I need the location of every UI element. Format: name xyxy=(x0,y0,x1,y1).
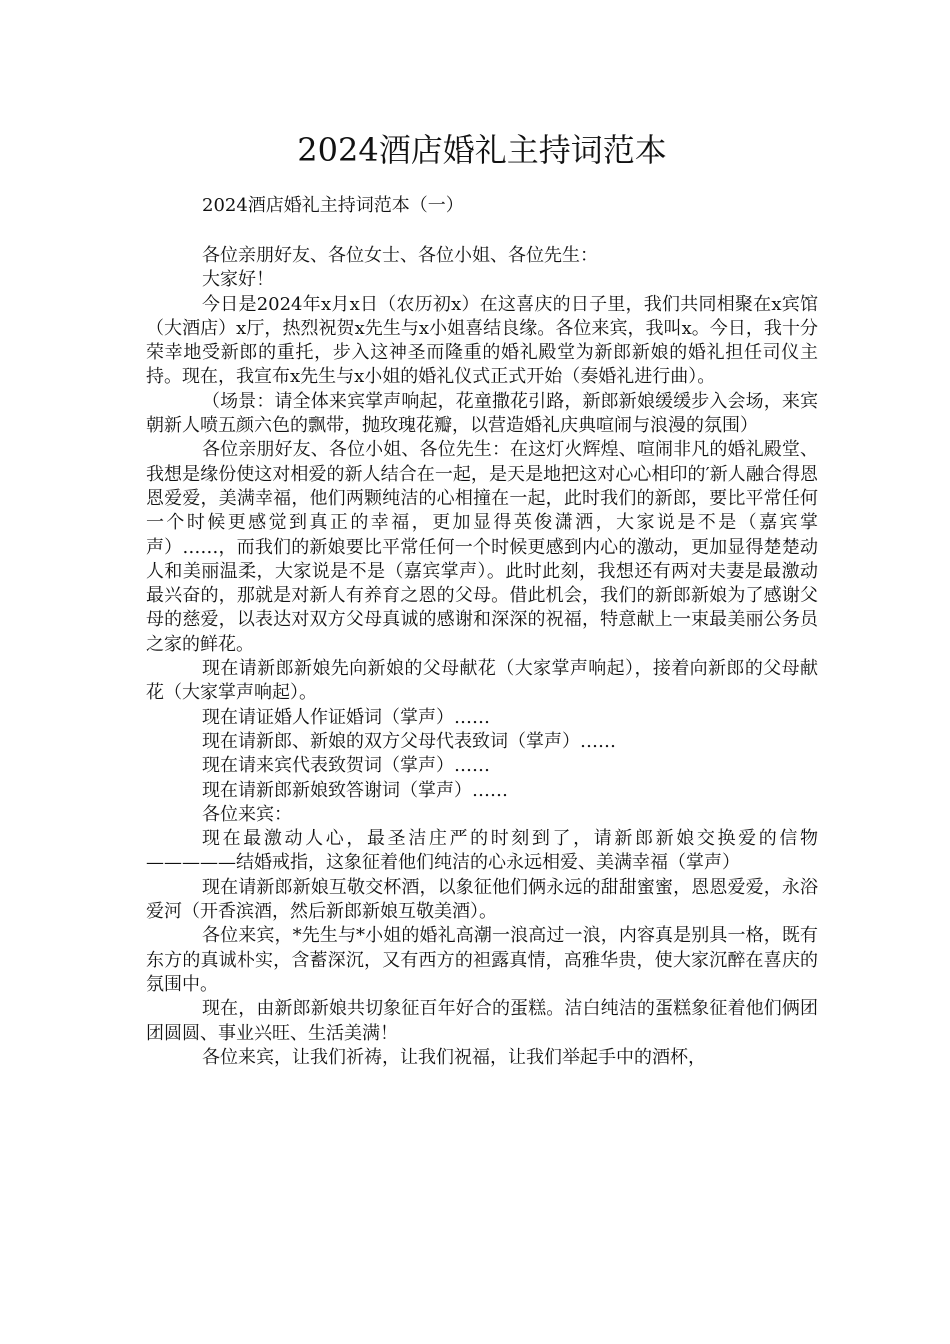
paragraph: 现在请新郎新娘互敬交杯酒，以象征他们俩永远的甜甜蜜蜜，恩恩爱爱，永浴爱河（开香滨酒，然后新郎新娘互敬美酒）。 xyxy=(146,876,818,923)
paragraph: 现在请证婚人作证婚词（掌声）…… xyxy=(202,706,490,728)
paragraph: 各位亲朋好友、各位女士、各位小姐、各位先生： xyxy=(202,245,598,266)
paragraph: 现在最激动人心，最圣洁庄严的时刻到了，请新郎新娘交换爱的信物—————结婚戒指，这象征着他们纯洁的心永远相爱、美满幸福（掌声） xyxy=(146,828,818,874)
paragraph: 现在请新郎、新娘的双方父母代表致词（掌声）…… xyxy=(202,730,616,752)
paragraph: 今日是2024年x月x日（农历初x）在这喜庆的日子里，我们共同相聚在x宾馆（大酒店）x厅，热烈祝贺x先生与x小姐喜结良缘。各位来宾，我叫x。今日，我十分荣幸地受新郎的重托，步入这神圣而隆重的婚礼殿堂为新郎新娘的婚礼担任司仪主持。现在，我宣布x先生与x小姐的婚礼仪式正式开始（奏婚礼进行曲）。 xyxy=(146,293,818,388)
paragraph: 现在请新郎新娘致答谢词（掌声）…… xyxy=(202,779,508,801)
document-title: 2024酒店婚礼主持词范本 xyxy=(297,131,667,169)
paragraph: 各位来宾，让我们祈祷，让我们祝福，让我们举起手中的酒杯， xyxy=(202,1046,706,1068)
document-subtitle: 2024酒店婚礼主持词范本（一） xyxy=(202,195,464,216)
paragraph: 各位亲朋好友、各位小姐、各位先生：在这灯火辉煌、喧闹非凡的婚礼殿堂、我想是缘份使这对相爱的新人结合在一起，是天是地把这对心心相印的′新人融合得恩恩爱爱，美满幸福，他们两颗纯洁的心相撞在一起，此时我们的新郎，要比平常任何一个时候更感觉到真正的幸福，更加显得英俊潇洒，大家说是不是（嘉宾掌声）……，而我们的新娘要比平常任何一个时候更感到内心的激动，更加显得楚楚动人和美丽温柔，大家说是不是（嘉宾掌声）。此时此刻，我想还有两对夫妻是最激动最兴奋的，那就是对新人有养育之恩的父母。借此机会，我们的新郎新娘为了感谢父母的慈爱，以表达对双方父母真诚的感谢和深深的祝福，特意献上一束最美丽公务员之家的鲜花。 xyxy=(146,439,818,655)
paragraph: 大家好！ xyxy=(202,269,274,291)
paragraph: 现在请新郎新娘先向新娘的父母献花（大家掌声响起），接着向新郎的父母献花（大家掌声响起）。 xyxy=(146,658,818,704)
paragraph: （场景：请全体来宾掌声响起，花童撒花引路，新郎新娘缓缓步入会场，来宾朝新人喷五颜六色的飘带，抛玫瑰花瓣，以营造婚礼庆典喧闹与浪漫的氛围） xyxy=(146,390,818,437)
paragraph: 各位来宾，*先生与*小姐的婚礼高潮一浪高过一浪，内容真是别具一格，既有东方的真诚朴实，含蓄深沉，又有西方的袒露真情，高雅华贵，使大家沉醉在喜庆的氛围中。 xyxy=(146,925,818,995)
paragraph: 各位来宾： xyxy=(202,803,292,825)
paragraph: 现在请来宾代表致贺词（掌声）…… xyxy=(202,755,490,777)
paragraph: 现在，由新郎新娘共切象征百年好合的蛋糕。洁白纯洁的蛋糕象征着他们俩团团圆圆、事业兴旺、生活美满！ xyxy=(146,998,818,1044)
document-body xyxy=(146,244,818,1070)
